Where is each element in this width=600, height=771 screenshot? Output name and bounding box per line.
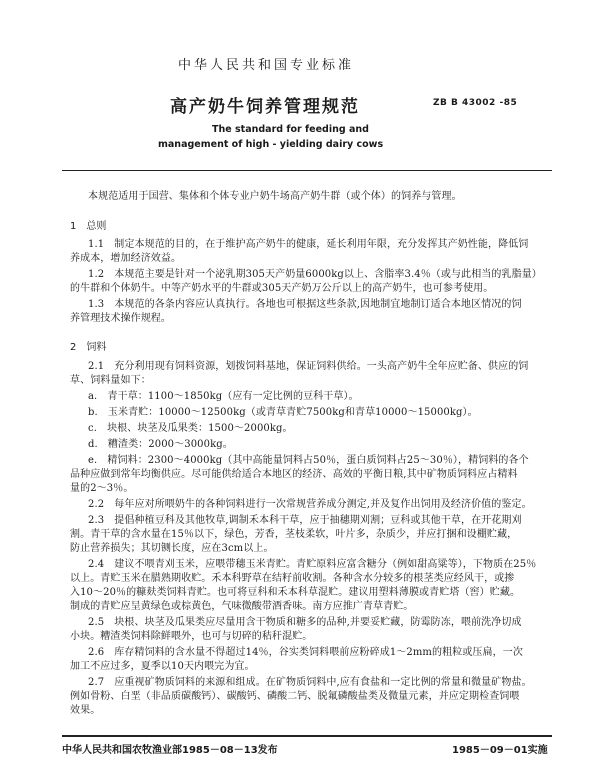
text-line: 草、饲料量如下： — [70, 375, 151, 386]
list-item: c. 块根、块茎及瓜果类：1500～2000kg。 — [88, 423, 293, 434]
standard-code: ZB B 43002 -85 — [433, 98, 518, 108]
text-line: 割。青干草的含水量在15％以下，绿色，芳香，茎枝柔软，叶片多，杂质少，并应打捆和设棚贮藏， — [70, 529, 518, 540]
text-line: 加工不应过多，夏季以10天内喂完为宜。 — [70, 661, 255, 672]
intro-paragraph: 本规范适用于国营、集体和个体专业户奶牛场高产奶牛群（或个体）的饲养与管理。 — [88, 191, 462, 202]
text-line: 例如骨粉、白垩（非品质碳酸钙）、碳酸钙、磷酸二钙、脱氟磷酸盐类及微量元素，并应定期检查饲喂 — [70, 691, 520, 702]
text-line: 品种应做到常年均衡供应。尽可能供给适合本地区的经济、高效的平衡日粮,其中矿物质饲料应占精料 — [70, 469, 518, 480]
text-line: 1.3 本规范的各条内容应认真执行。各地也可根据这些条款,因地制宜地制订适合本地区情况的饲 — [88, 299, 522, 310]
text-line: 养成本，增加经济效益。 — [70, 253, 182, 264]
text-line: 防止营养损失；其切铡长度，应在3cm以上。 — [70, 543, 274, 554]
list-item: e. 精饲料：2300～4000kg（其中高能量饲料占50％，蛋白质饲料占25～30％），精饲料的各个 — [88, 455, 529, 466]
list-item: a. 青干草：1100～1850kg（应有一定比例的豆科干草）。 — [88, 391, 359, 402]
text-line: 2.7 应重视矿物质饲料的来源和组成。在矿物质饲料中,应有食盐和一定比例的常量和微量矿物盐。 — [88, 677, 532, 688]
footer-divider — [62, 735, 552, 737]
header-divider — [62, 170, 552, 171]
standard-category: 中华人民共和国专业标准 — [178, 58, 355, 73]
text-line: 量的2～3％。 — [70, 483, 134, 494]
list-item: d. 糟渣类：2000～3000kg。 — [88, 439, 233, 450]
english-title-line-1: The standard for feeding and — [212, 124, 369, 135]
section-1-heading: 1 总则 — [70, 221, 107, 232]
text-line: 2.6 库存精饲料的含水量不得超过14％，谷实类饲料喂前应粉碎成1～2mm的粗粒或压扁，一次 — [88, 647, 523, 658]
page-title: 高产奶牛饲养管理规范 — [170, 97, 360, 117]
text-line: 2.1 充分利用现有饲料资源，划拨饲料基地，保证饲料供给。一头高产奶牛全年应贮备、供应的饲 — [88, 361, 529, 372]
text-line: 以上。青贮玉米在腊熟期收贮。禾本科野草在结籽前收割。各种含水分较多的根茎类应经风干，或掺 — [70, 573, 515, 584]
text-line: 制成的青贮应呈黄绿色或棕黄色，气味微酸带酒香味。南方应推广青草青贮。 — [70, 601, 414, 612]
text-line: 的牛群和个体奶牛。中等产奶水平的牛群或305天产奶万公斤以上的高产奶牛，也可参考使用。 — [70, 283, 494, 294]
text-line: 1.1 制定本规范的目的，在于维护高产奶牛的健康，延长利用年限，充分发挥其产奶性能，降低饲 — [88, 239, 529, 250]
issued-by: 中华人民共和国农牧渔业部1985－08－13发布 — [62, 745, 278, 756]
text-line: 1.2 本规范主要是针对一个泌乳期305天产奶量6000kg以上、含脂率3.4％（或与此相当的乳脂量） — [88, 269, 542, 280]
text-line: 2.2 每年应对所喂奶牛的各种饲料进行一次常规营养成分测定,并及复作出饲用及经济价值的鉴定。 — [88, 499, 532, 510]
text-line: 入10～20％的糠麸类饲料青贮。也可将豆科和禾本科草混贮。建议用塑料薄膜或青贮塔（窖）贮藏。 — [70, 587, 521, 598]
text-line: 2.3 提倡种植豆科及其他牧草,调制禾本科干草，应于抽穗期刈割；豆科或其他干草，在开花期刈 — [88, 515, 522, 526]
text-line: 2.4 建议不喂青刈玉米，应喂带穗玉米青贮。青贮原料应富含糖分（例如甜高粱等），下物质在25％ — [88, 559, 537, 570]
text-line: 2.5 块根、块茎及瓜果类应尽量用含干物质和糖多的品种,并要妥贮藏，防霉防冻，喂前洗净切成 — [88, 617, 522, 628]
list-item: b. 玉米青贮：10000～12500kg（或青草青贮7500kg和青草10000～15000kg）。 — [88, 407, 478, 418]
text-line: 小块。糟渣类饲料除鲜喂外，也可与切碎的秸秆混贮。 — [70, 631, 313, 642]
text-line: 效果。 — [70, 705, 101, 716]
section-2-heading: 2 饲料 — [70, 342, 107, 353]
text-line: 养管理技术操作规程。 — [70, 313, 171, 324]
effective-date: 1985－09－01实施 — [452, 745, 548, 756]
english-title-line-2: management of high - yielding dairy cows — [158, 139, 384, 150]
